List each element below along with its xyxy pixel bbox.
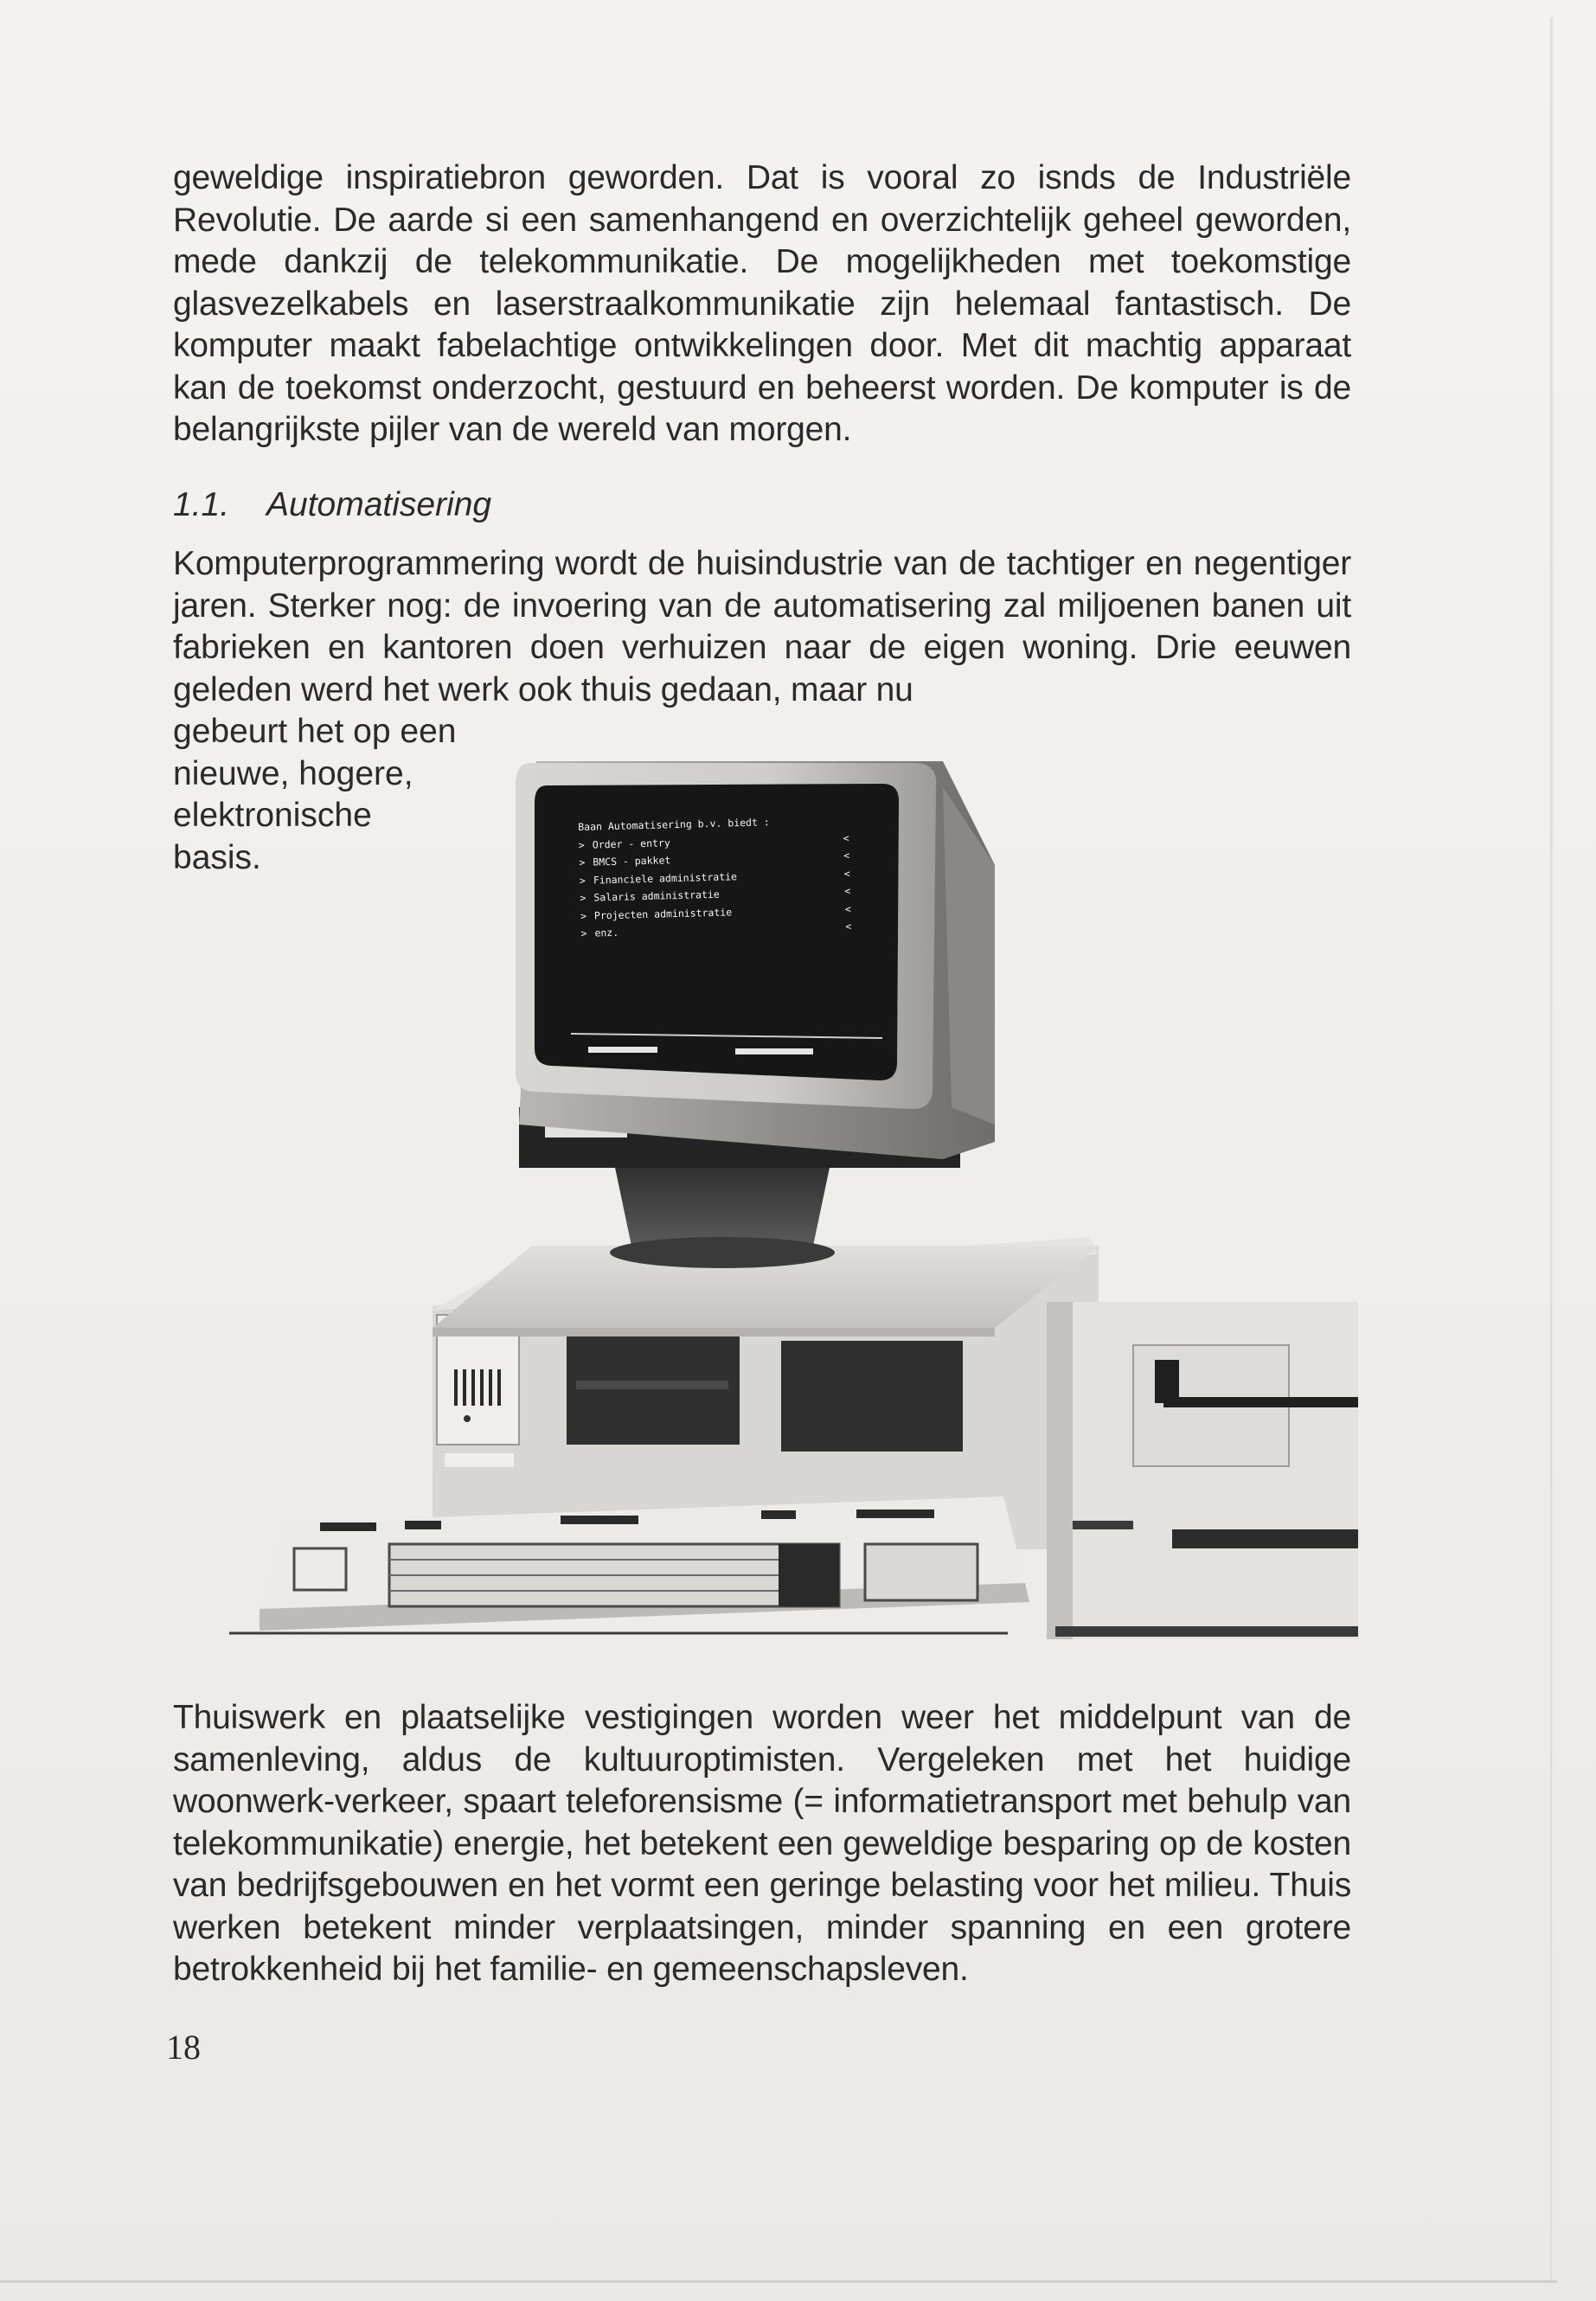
section-title: Automatisering xyxy=(266,486,492,523)
item-end: < xyxy=(843,867,850,880)
page-number: 18 xyxy=(166,2028,201,2067)
item-marker: > xyxy=(578,838,585,851)
wrap-line: elektronische xyxy=(173,797,372,834)
item-end: < xyxy=(844,902,851,915)
item-end: < xyxy=(845,920,852,933)
screen-menu xyxy=(578,811,880,942)
paragraph-intro: geweldige inspiratiebron geworden. Dat is vooral zo isnds de Industriële Revolutie. De aarde si een samenhangend en overzichtelijk geheel geworden, mede dankzij de telekommunikatie. De mogelijkheden met toekomstige glasvezelkabels en laserstraalkommunikatie zijn helemaal fantastisch. De komputer maakt fabelachtige ontwikkelingen door. Met dit machtig apparaat kan de toekomst onderzocht, gestuurd en beheerst worden. De komputer is de belangrijkste pijler van de wereld van morgen. xyxy=(173,159,1351,448)
item-label: Order - entry xyxy=(592,836,670,851)
item-marker: > xyxy=(579,856,586,868)
paragraph-telework: Thuiswerk en plaatselijke vestigingen worden weer het middelpunt van de samenleving, aldus de kultuuroptimisten. Vergeleken met het huidige woonwerk-verkeer, spaart teleforensisme (= informatietransport met behulp van telekommunikatie) energie, het betekent een geweldige besparing op de kosten van bedrijfsgebouwen en het vormt een geringe belasting voor het milieu. Thuis werken betekent minder verplaatsingen, minder spanning en een grotere betrokkenheid bij het familie- en gemeenschapsleven. xyxy=(173,1699,1351,1988)
section-heading xyxy=(173,484,491,526)
screen-title: Baan Automatisering b.v. biedt : xyxy=(578,816,770,833)
item-label: enz. xyxy=(594,926,619,939)
item-marker: > xyxy=(580,891,586,904)
section-number: 1.1. xyxy=(173,486,230,523)
item-label: Financiele administratie xyxy=(593,869,738,887)
printer xyxy=(1047,1302,1358,1639)
page-edge xyxy=(1550,17,1554,2284)
item-marker: > xyxy=(579,874,586,887)
item-end: < xyxy=(844,884,851,897)
item-label: BMCS - pakket xyxy=(593,854,671,868)
item-marker: > xyxy=(580,909,587,922)
page-edge xyxy=(0,2280,1557,2283)
item-end: < xyxy=(843,849,850,862)
item-marker: > xyxy=(580,926,587,939)
keyboard xyxy=(260,1497,1029,1631)
paragraph-automation: Komputerprogrammering wordt de huisindustrie van de tachtiger en negentiger jaren. Sterker nog: de invoering van de automatisering zal miljoenen banen uit fabrieken en kantoren doen verhuizen naar de eigen woning. Drie eeuwen geleden werd het werk ook thuis gedaan, maar nu xyxy=(173,545,1351,708)
wrap-line: gebeurt het op een xyxy=(173,713,457,750)
item-label: Salaris administratie xyxy=(593,888,720,904)
item-label: Projecten administratie xyxy=(593,905,733,922)
wrap-line: nieuwe, hogere, xyxy=(173,754,413,792)
wrap-line: basis. xyxy=(173,838,261,876)
item-end: < xyxy=(843,831,849,844)
